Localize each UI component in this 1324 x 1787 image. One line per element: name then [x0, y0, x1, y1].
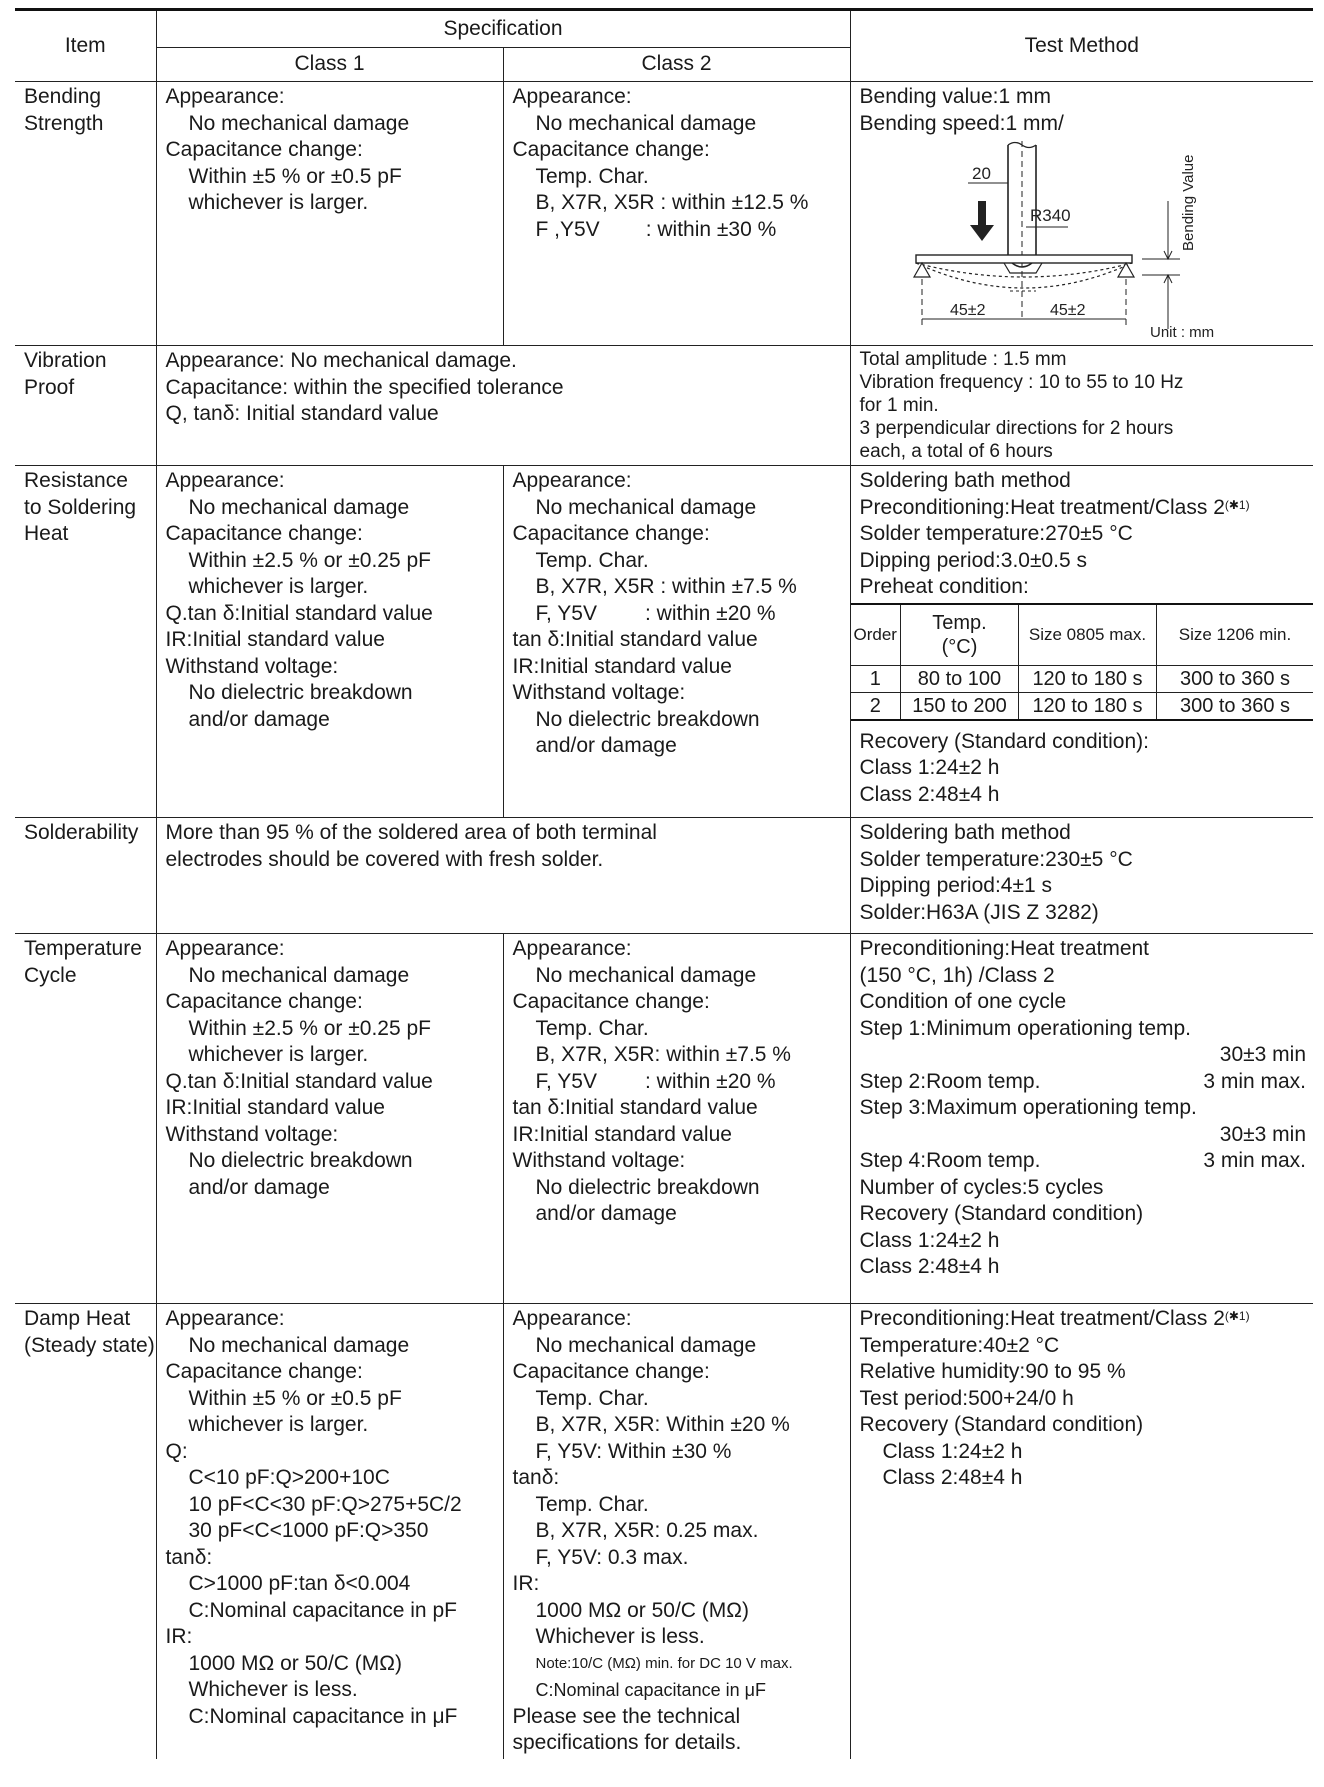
- temp-cycle-class2-spec: Appearance: No mechanical damage Capacitance change: Temp. Char. B, X7R, X5R: within ±7.5 % F, Y5V : within ±20 % tan δ:Initial standard value IR:Initial standard value Withstand voltage: No dielectric breakdown and/or damage: [503, 934, 850, 1304]
- bending-class2-spec: Appearance: No mechanical damage Capacitance change: Temp. Char. B, X7R, X5R : within ±12.5 % F ,Y5V : within ±30 %: [503, 82, 850, 346]
- span-right-label: 45±2: [1049, 302, 1085, 319]
- header-class-1: Class 1: [156, 48, 503, 82]
- vibration-test-method: Total amplitude : 1.5 mm Vibration frequency : 10 to 55 to 10 Hz for 1 min. 3 perpendicular directions for 2 hours each, a total of 6 hours: [850, 346, 1313, 466]
- span-left-label: 45±2: [949, 302, 985, 319]
- force-arrow-icon: [970, 201, 994, 241]
- soldering-heat-class2-spec: Appearance: No mechanical damage Capacitance change: Temp. Char. B, X7R, X5R : within ±7.5 % F, Y5V : within ±20 % tan δ:Initial standard value IR:Initial standard value Withstand voltage: No dielectric breakdown and/or damage: [503, 466, 850, 818]
- preheat-condition-table: [851, 603, 1314, 721]
- row-bending-strength: [15, 82, 1313, 346]
- bending-value-label: Bending Value: [1179, 154, 1197, 251]
- soldering-heat-test-method: Soldering bath method Preconditioning:Heat treatment/Class $2^{(✱1)}$ Solder temperature:270±5 °C Dipping period:3.0±0.5 s Preheat condition: Order Temp. (°C) Size 0805 max. Size 1206 min. 1 80 to 100 120 to 180 s 300 to 360 s 2 150 to 200 120 to 180 s 300 to 360 s Recovery (Standard condition): Class 1:24±2 h Class 2:48±4 h: [850, 466, 1313, 818]
- right-support: [1118, 263, 1134, 277]
- preheat-header-size-1206: Size 1206 min.: [1156, 604, 1313, 666]
- header-class-2: Class 2: [503, 48, 850, 82]
- damp-heat-class1-spec: Appearance: No mechanical damage Capacitance change: Within ±5 % or ±0.5 pF whichever is larger. Q: C<10 pF:Q>200+10C 10 pF<C<30 pF:Q>275+5C/2 30 pF<C<1000 pF:Q>350 tanδ: C>1000 pF:tan δ<0.004 C:Nominal capacitance in pF IR: 1000 MΩ or 50/C (MΩ) Whichever is less. C:Nominal capacitance in μF: [156, 1304, 503, 1759]
- item-vibration-proof: Vibration Proof: [15, 346, 156, 466]
- left-support: [914, 263, 930, 277]
- header-specification: Specification: [156, 10, 850, 48]
- damp-heat-test-method: Preconditioning:Heat treatment/Class $2^{(✱1)}$ Temperature:40±2 °C Relative humidity:90 to 95 % Test period:500+24/0 h Recovery (Standard condition) Class 1:24±2 h Class 2:48±4 h: [850, 1304, 1313, 1759]
- rod-width-label: 20: [971, 164, 991, 183]
- item-resistance-soldering-heat: Resistance to Soldering Heat: [15, 466, 156, 818]
- header-item: Item: [15, 10, 156, 82]
- header-test-method: Test Method: [850, 10, 1313, 82]
- row-damp-heat: [15, 1304, 1313, 1759]
- preheat-header-size-0805: Size 0805 max.: [1018, 604, 1156, 666]
- bending-test-method: Bending value:1 mm Bending speed:1 mm/ 20 R340 45±2 45±2 Bending Value Unit : mm: [850, 82, 1313, 346]
- test-board: [916, 255, 1132, 263]
- bending-class1-spec: Appearance: No mechanical damage Capacitance change: Within ±5 % or ±0.5 pF whichever is larger.: [156, 82, 503, 346]
- damp-heat-class2-spec: Appearance: No mechanical damage Capacitance change: Temp. Char. B, X7R, X5R: Within ±20 % F, Y5V: Within ±30 % tanδ: Temp. Char. B, X7R, X5R: 0.25 max. F, Y5V: 0.3 max. IR: 1000 MΩ or 50/C (MΩ) Whichever is less. Note:10/C (MΩ) min. for DC 10 V max. C:Nominal capacitance in μF Please see the technical specifications for details.: [503, 1304, 850, 1759]
- item-damp-heat: Damp Heat (Steady state): [15, 1304, 156, 1759]
- item-bending-strength: Bending Strength: [15, 82, 156, 346]
- preheat-header-order: Order: [851, 604, 901, 666]
- solderability-test-method: Soldering bath method Solder temperature:230±5 °C Dipping period:4±1 s Solder:H63A (JIS Z 3282): [850, 818, 1313, 934]
- row-temperature-cycle: [15, 934, 1313, 1304]
- vibration-spec: Appearance: No mechanical damage. Capacitance: within the specified tolerance Q, tanδ: Initial standard value: [156, 346, 850, 466]
- row-solderability: [15, 818, 1313, 934]
- temp-cycle-test-method: Preconditioning:Heat treatment (150 °C, 1h) /Class 2 Condition of one cycle Step 1:Minimum operationing temp. 30±3 min Step 2:Room temp. 3 min max. Step 3:Maximum operationing temp. 30±3 min Step 4:Room temp. 3 min max. Number of cycles:5 cycles Recovery (Standard condition) Class 1:24±2 h Class 2:48±4 h: [850, 934, 1313, 1304]
- preheat-header-temp: Temp. (°C): [900, 604, 1018, 666]
- solderability-spec: More than 95 % of the soldered area of both terminal electrodes should be covered with fresh solder.: [156, 818, 850, 934]
- item-temperature-cycle: Temperature Cycle: [15, 934, 156, 1304]
- unit-label: Unit : mm: [1149, 324, 1214, 341]
- row-resistance-soldering-heat: [15, 466, 1313, 818]
- preheat-row: 2 150 to 200 120 to 180 s 300 to 360 s: [851, 692, 1314, 720]
- bending-test-figure: [860, 141, 1290, 341]
- row-vibration-proof: [15, 346, 1313, 466]
- preheat-row: 1 80 to 100 120 to 180 s 300 to 360 s: [851, 665, 1314, 692]
- item-solderability: Solderability: [15, 818, 156, 934]
- temp-cycle-class1-spec: Appearance: No mechanical damage Capacitance change: Within ±2.5 % or ±0.25 pF whichever is larger. Q.tan δ:Initial standard value IR:Initial standard value Withstand voltage: No dielectric breakdown and/or damage: [156, 934, 503, 1304]
- soldering-heat-class1-spec: Appearance: No mechanical damage Capacitance change: Within ±2.5 % or ±0.25 pF whichever is larger. Q.tan δ:Initial standard value IR:Initial standard value Withstand voltage: No dielectric breakdown and/or damage: [156, 466, 503, 818]
- specification-table: [15, 8, 1313, 1759]
- rod-radius-label: R340: [1029, 206, 1071, 225]
